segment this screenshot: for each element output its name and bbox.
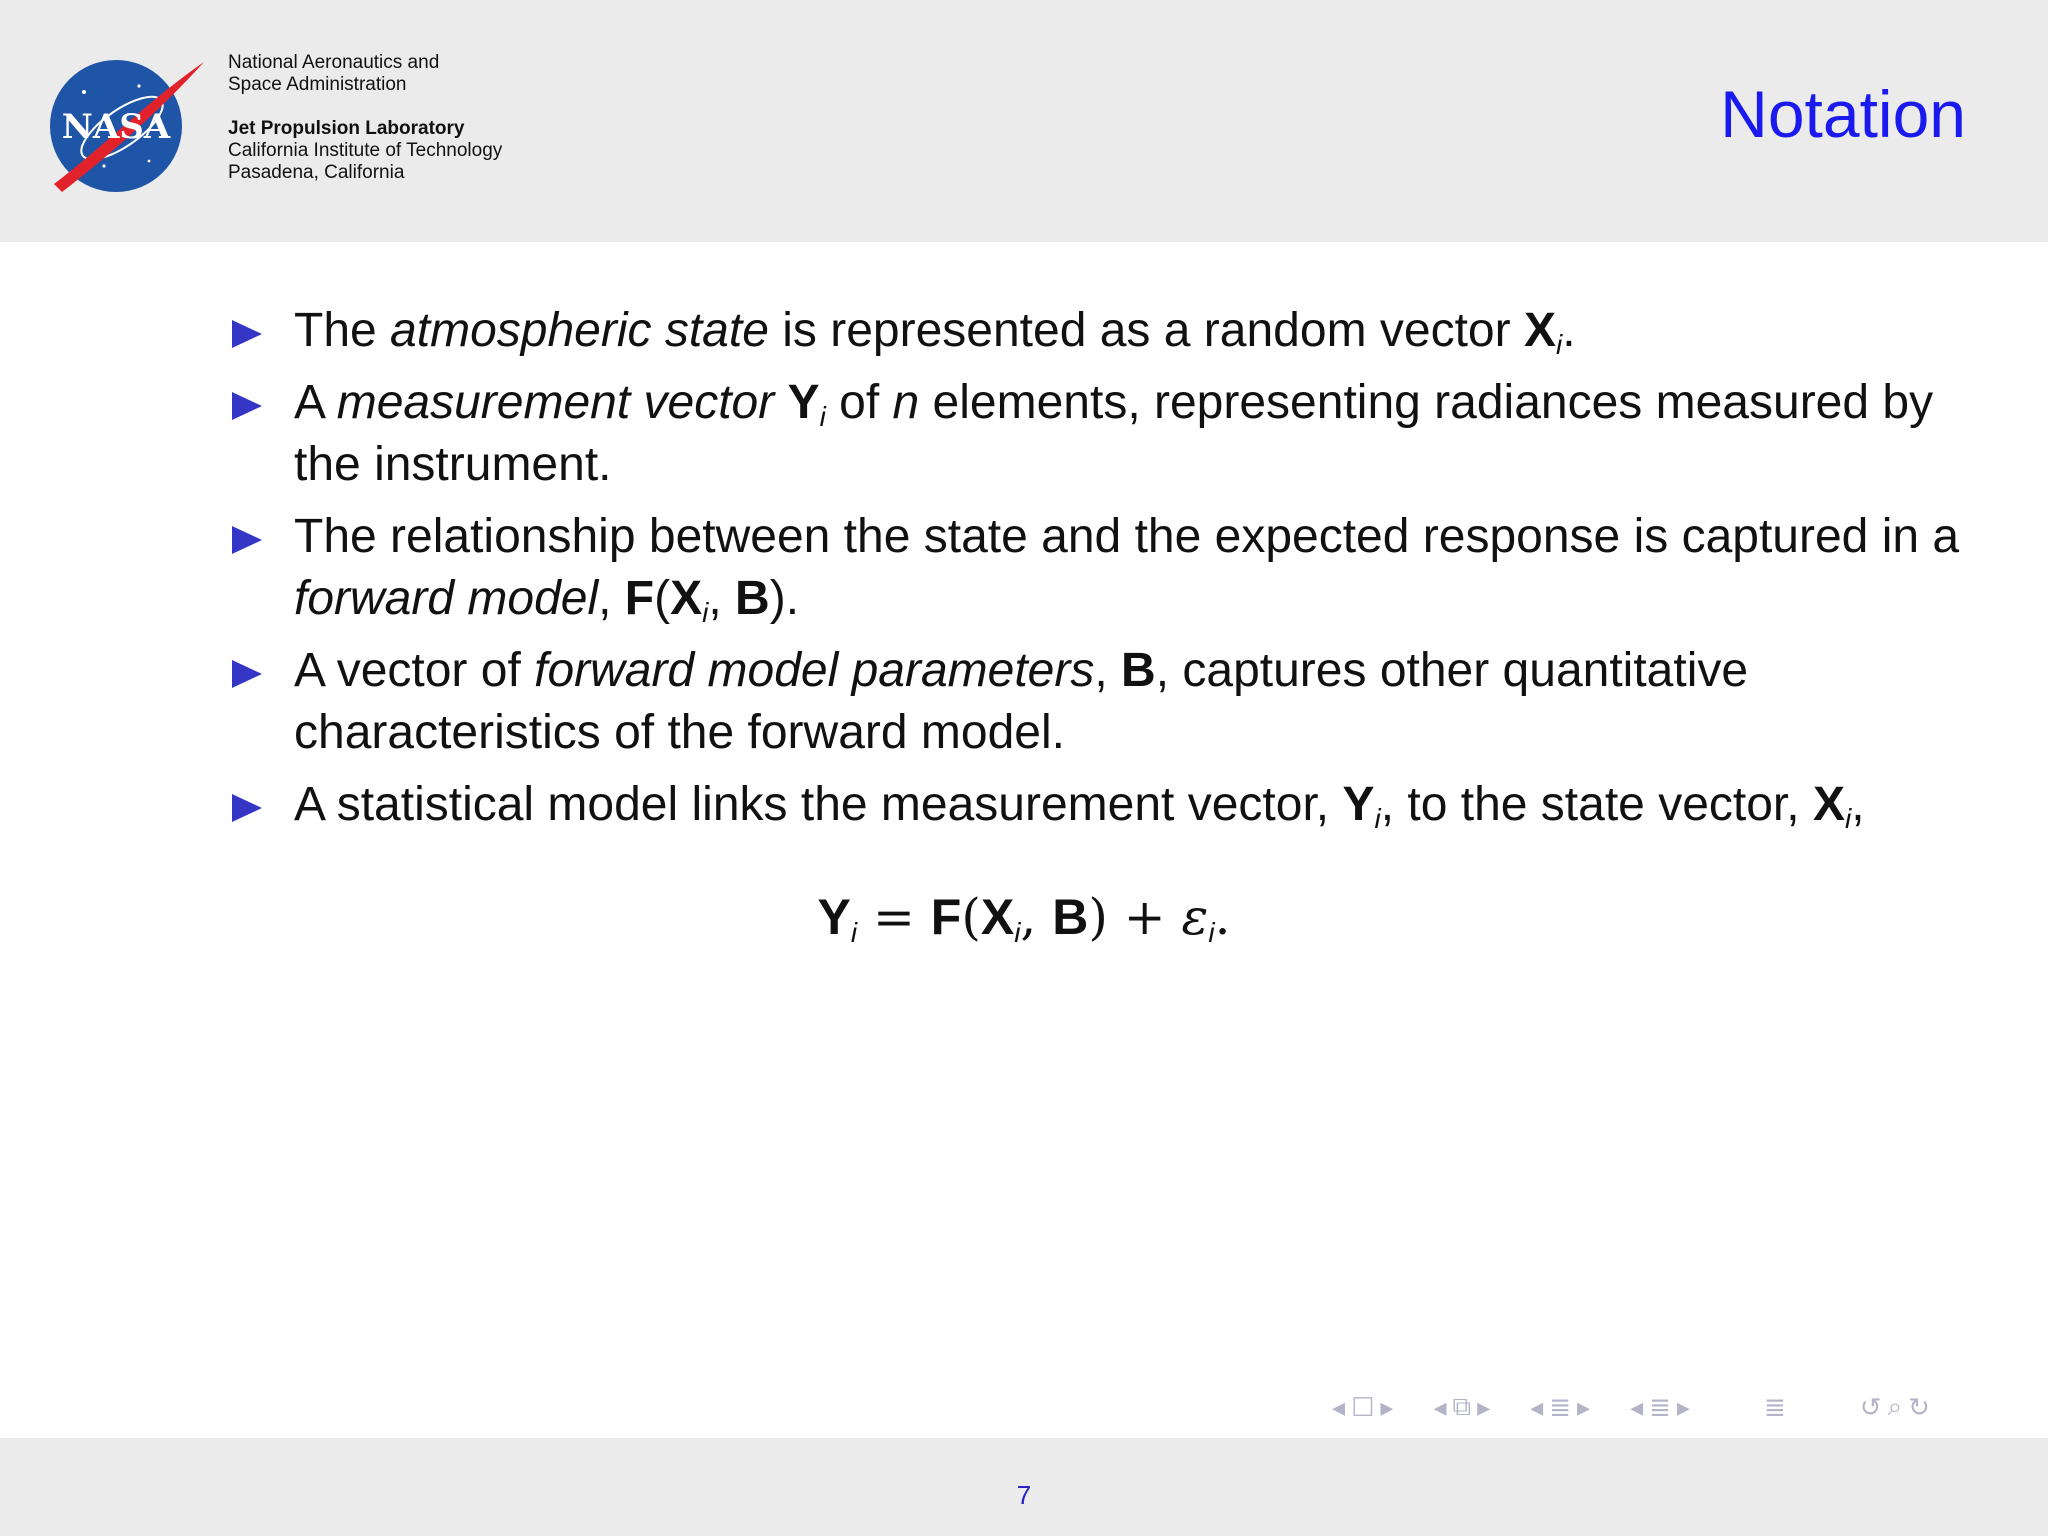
undo-icon[interactable]: ↺ xyxy=(1859,1391,1882,1422)
lab-name: Jet Propulsion Laboratory xyxy=(228,118,465,139)
nasa-logo xyxy=(44,56,206,194)
bullet-item: A measurement vector $Y_i$ of n elements, representing radiances measured by the instrument. xyxy=(230,372,1970,496)
arrow-left-icon[interactable]: ◂ xyxy=(1332,1391,1346,1422)
section-icon[interactable]: ≣ xyxy=(1649,1391,1671,1422)
triangle-bullet-icon xyxy=(232,526,262,554)
outline-icon[interactable]: ≣ xyxy=(1763,1391,1786,1422)
redo-icon[interactable]: ↻ xyxy=(1908,1391,1930,1422)
beamer-navigation-bar xyxy=(1332,1390,2022,1424)
bullet-item: A vector of forward model parameters, B, captures other quantitative characteristics of the forward model. xyxy=(230,640,1970,764)
arrow-right-icon[interactable]: ▸ xyxy=(1577,1391,1591,1422)
section-icon[interactable]: ≣ xyxy=(1549,1391,1571,1422)
arrow-right-icon[interactable]: ▸ xyxy=(1380,1391,1394,1422)
slide-header xyxy=(0,0,2048,242)
arrow-left-icon[interactable]: ◂ xyxy=(1530,1391,1544,1422)
arrow-right-icon[interactable]: ▸ xyxy=(1676,1391,1690,1422)
triangle-bullet-icon xyxy=(232,320,262,348)
search-icon[interactable]: ⌕ xyxy=(1887,1391,1903,1421)
organization-block xyxy=(228,52,502,184)
bullet-item: The relationship between the state and the expected response is captured in a forward model, $F(X_i$, B). xyxy=(230,506,1970,630)
triangle-bullet-icon xyxy=(232,794,262,822)
frame-icon[interactable]: ☐ xyxy=(1351,1391,1375,1422)
lab-line: California Institute of Technology xyxy=(228,140,503,161)
bullet-item: A statistical model links the measurement vector, $Y_i$, to the state vector, $X_i$, xyxy=(230,774,1970,836)
org-line: Space Administration xyxy=(228,74,407,95)
logo-lettering: NASA xyxy=(61,107,171,147)
triangle-bullet-icon xyxy=(232,660,262,688)
org-line: National Aeronautics and xyxy=(228,52,440,73)
subsection-icon[interactable]: ⧉ xyxy=(1452,1391,1472,1421)
slide-title: Notation xyxy=(1720,77,1966,151)
triangle-bullet-icon xyxy=(232,392,262,420)
page-number: 7 xyxy=(1016,1480,1032,1510)
bullet-item: The atmospheric state is represented as a random vector $X_i$. xyxy=(230,300,1970,362)
bullet-list xyxy=(230,300,1970,846)
arrow-left-icon[interactable]: ◂ xyxy=(1433,1391,1447,1422)
lab-line: Pasadena, California xyxy=(228,162,405,183)
forward-model-equation: $Y_i = F(X_i$, $B) + \varepsilon_i$. xyxy=(817,888,1231,948)
arrow-right-icon[interactable]: ▸ xyxy=(1477,1391,1491,1422)
arrow-left-icon[interactable]: ◂ xyxy=(1630,1391,1644,1422)
